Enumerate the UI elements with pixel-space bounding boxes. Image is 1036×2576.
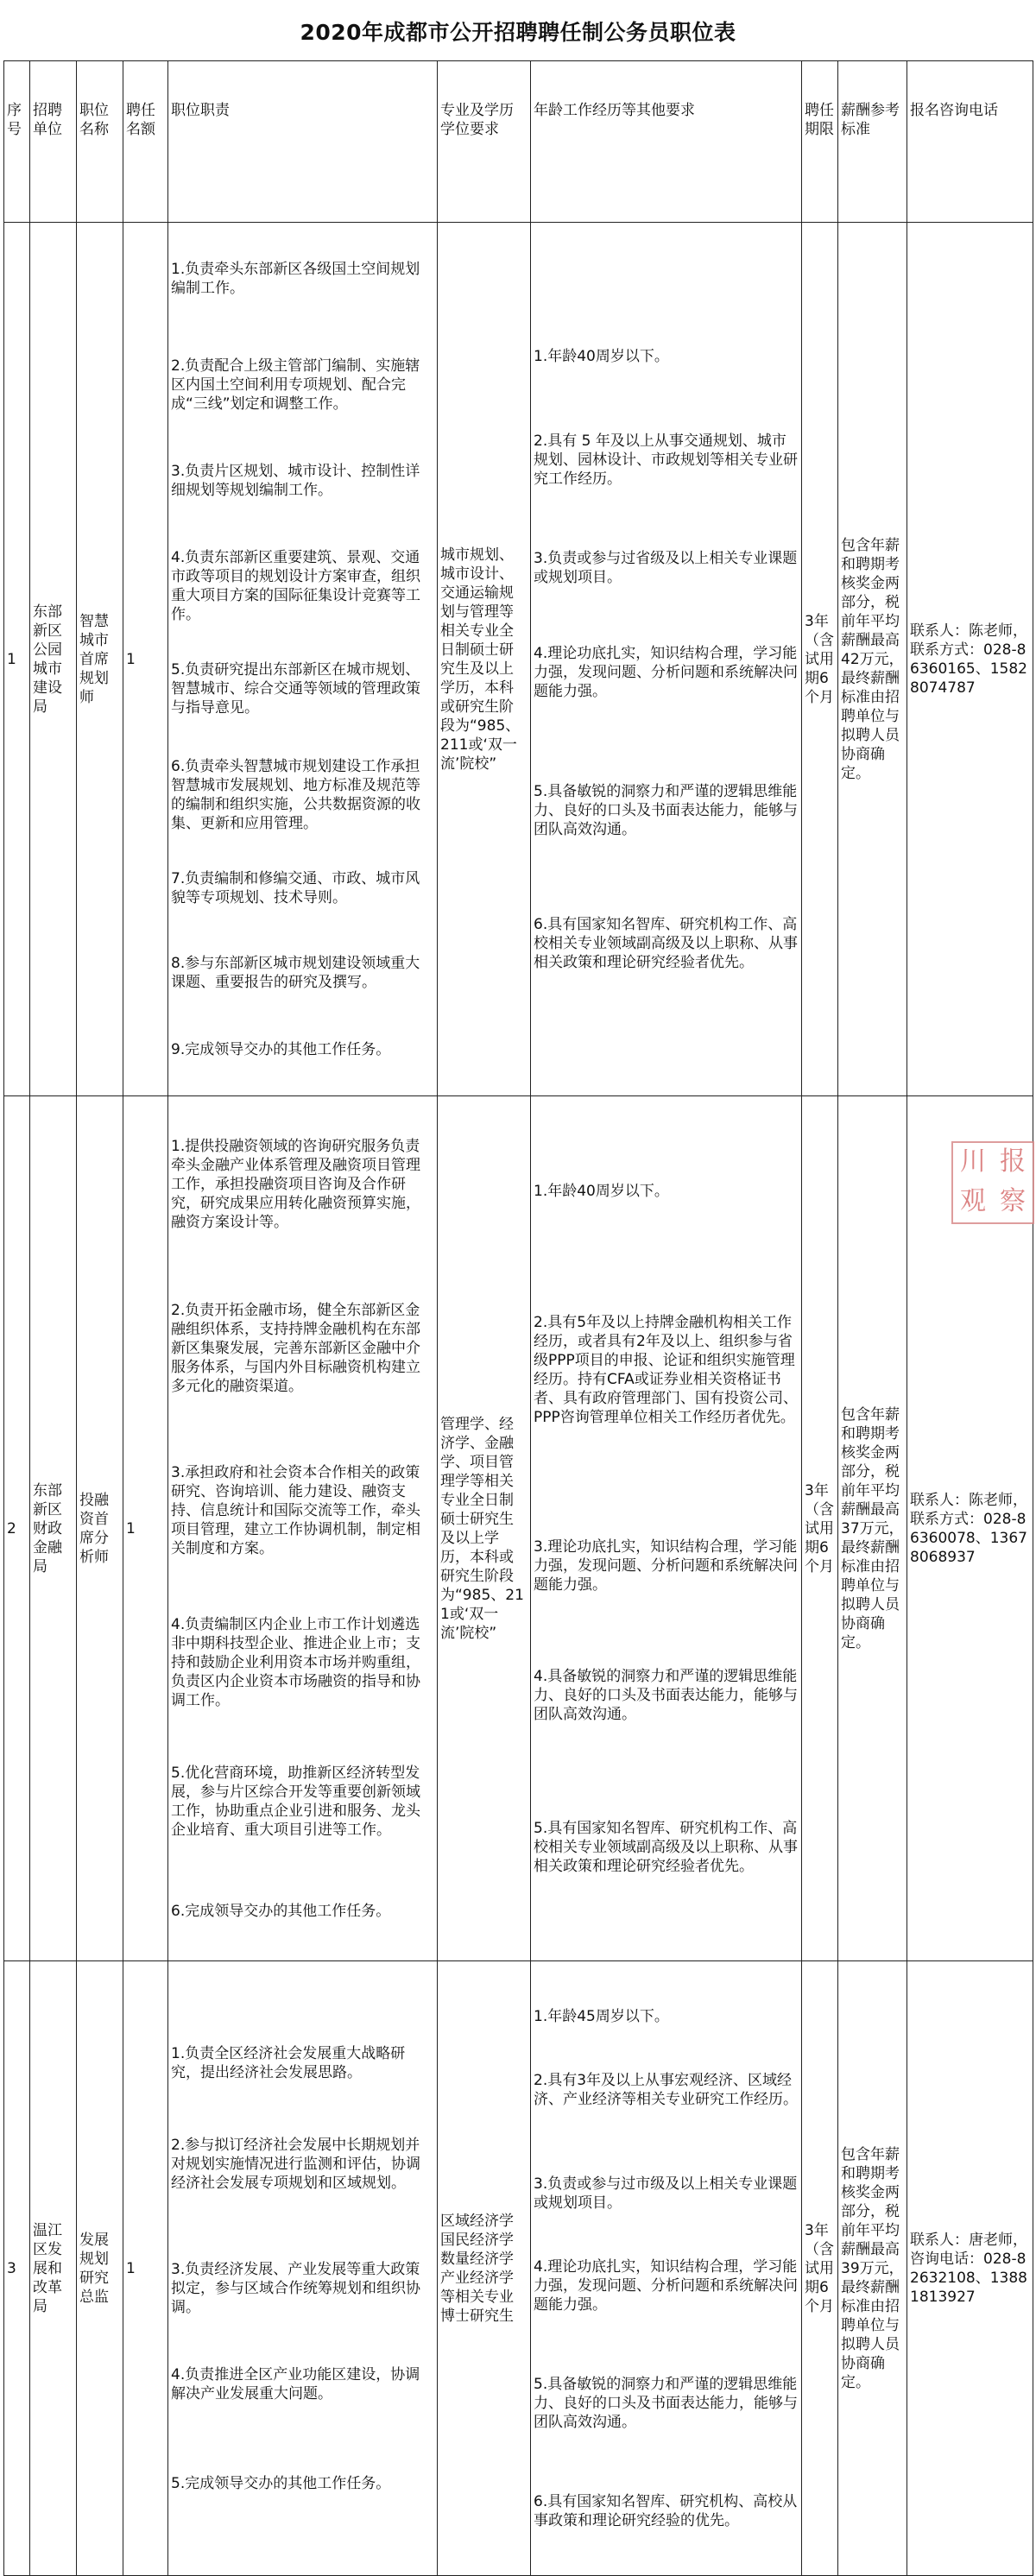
duty-item: 6.完成领导交办的其他工作任务。: [171, 1902, 391, 1920]
header-cell: 序号: [4, 61, 30, 223]
header-cell: 专业及学历学位要求: [438, 61, 531, 223]
stamp-char: 观: [960, 1186, 986, 1216]
duty-item: 9.完成领导交办的其他工作任务。: [171, 1040, 391, 1058]
table-row: [4, 1096, 1033, 1961]
requirement-item: 5.具备敏锐的洞察力和严谨的逻辑思维能力、良好的口头及书面表达能力，能够与团队高效沟通。: [534, 782, 798, 838]
duty-item: 1.提供投融资领域的咨询研究服务负责牵头金融产业体系管理及融资项目管理工作，承担投融资项目咨询及合作研究，研究成果应用转化融资预算实施，融资方案设计等。: [171, 1137, 420, 1231]
stamp-char: 报: [1000, 1146, 1026, 1177]
duty-item: 5.完成领导交办的其他工作任务。: [171, 2474, 391, 2492]
duties-cell: [168, 1961, 438, 2576]
header-cell: 年龄工作经历等其他要求: [531, 61, 802, 223]
watermark-stamp: [951, 1141, 1034, 1224]
recruiting-unit: 东部新区财政金融局: [30, 1096, 77, 1961]
stamp-char: 川: [960, 1146, 986, 1177]
position-name: 发展规划研究总监: [77, 1961, 123, 2576]
requirement-item: 6.具有国家知名智库、研究机构、高校从事政策和理论研究经验的优先。: [534, 2492, 798, 2529]
duty-item: 5.优化营商环境，助推新区经济转型发展，参与片区综合开发等重要创新领域工作，协助重点企业引进和服务、龙头企业培育、重大项目引进等工作。: [171, 1764, 420, 1839]
row-number: 1: [4, 223, 30, 1096]
header-cell: 职位名称: [77, 61, 123, 223]
contact: 联系人：唐老师，咨询电话：028-82632108、13881813927: [907, 1961, 1033, 2576]
duty-item: 6.负责牵头智慧城市规划建设工作承担智慧城市发展规划、地方标准及规范等的编制和组织实施，公共数据资源的收集、更新和应用管理。: [171, 757, 420, 832]
duty-item: 4.负责推进全区产业功能区建设，协调解决产业发展重大问题。: [171, 2365, 420, 2402]
quota: 1: [123, 1096, 168, 1961]
duty-item: 1.负责全区经济社会发展重大战略研究，提出经济社会发展思路。: [171, 2044, 406, 2081]
quota: 1: [123, 1961, 168, 2576]
requirement-item: 2.具有 5 年及以上从事交通规划、城市规划、园林设计、市政规划等相关专业研究工作经历。: [534, 432, 798, 488]
requirements-cell: [531, 1961, 802, 2576]
contact: 联系人：陈老师，联系方式：028-86360078、13678068937: [907, 1096, 1033, 1961]
header-cell: 招聘单位: [30, 61, 77, 223]
header-cell: 聘任期限: [802, 61, 838, 223]
duty-item: 7.负责编制和修编交通、市政、城市风貌等专项规划、技术导则。: [171, 869, 420, 906]
position-name: 投融资首席分析师: [77, 1096, 123, 1961]
duty-item: 1.负责牵头东部新区各级国土空间规划编制工作。: [171, 260, 420, 297]
duties-cell: [168, 1096, 438, 1961]
contact: 联系人：陈老师，联系方式：028-86360165、15828074787: [907, 223, 1033, 1096]
header-cell: 报名咨询电话: [907, 61, 1033, 223]
salary: 包含年薪和聘期考核奖金两部分，税前年平均薪酬最高39万元，最终薪酬标准由招聘单位与拟聘人员协商确定。: [838, 1961, 907, 2576]
term: 3年（含试用期6个月: [802, 1096, 838, 1961]
duty-item: 4.负责编制区内企业上市工作计划遴选非中期科技型企业、推进企业上市；支持和鼓励企业利用资本市场并购重组，负责区内企业资本市场融资的指导和协调工作。: [171, 1615, 420, 1709]
row-number: 3: [4, 1961, 30, 2576]
requirement-item: 5.具备敏锐的洞察力和严谨的逻辑思维能力、良好的口头及书面表达能力，能够与团队高效沟通。: [534, 2375, 798, 2431]
requirement-item: 2.具有3年及以上从事宏观经济、区域经济、产业经济等相关专业研究工作经历。: [534, 2071, 798, 2108]
salary: 包含年薪和聘期考核奖金两部分，税前年平均薪酬最高42万元，最终薪酬标准由招聘单位与拟聘人员协商确定。: [838, 223, 907, 1096]
duty-item: 2.负责配合上级主管部门编制、实施辖区内国土空间利用专项规划、配合完成“三线”划定和调整工作。: [171, 357, 420, 413]
duty-item: 8.参与东部新区城市规划建设领域重大课题、重要报告的研究及撰写。: [171, 954, 420, 991]
duty-item: 3.负责经济发展、产业发展等重大政策拟定，参与区域合作统筹规划和组织协调。: [171, 2260, 420, 2316]
requirement-item: 1.年龄40周岁以下。: [534, 347, 669, 365]
table-row: [4, 223, 1033, 1096]
requirements-cell: [531, 1096, 802, 1961]
major-requirement: 城市规划、城市设计、交通运输规划与管理等相关专业全日制硕士研究生及以上学历，本科或研究生阶段为“985、211或‘双一流’院校”: [438, 223, 531, 1096]
requirement-item: 4.具备敏锐的洞察力和严谨的逻辑思维能力、良好的口头及书面表达能力，能够与团队高效沟通。: [534, 1667, 798, 1723]
duty-item: 2.负责开拓金融市场，健全东部新区金融组织体系，支持持牌金融机构在东部新区集聚发展，完善东部新区金融中介服务体系，与国内外目标融资机构建立多元化的融资渠道。: [171, 1301, 420, 1395]
major-requirement: 区域经济学国民经济学数量经济学产业经济学等相关专业博士研究生: [438, 1961, 531, 2576]
header-cell: 职位职责: [168, 61, 438, 223]
requirement-item: 3.负责或参与过市级及以上相关专业课题或规划项目。: [534, 2175, 798, 2212]
term: 3年（含试用期6个月: [802, 223, 838, 1096]
requirement-item: 4.理论功底扎实，知识结构合理，学习能力强，发现问题、分析问题和系统解决问题能力强。: [534, 2257, 798, 2314]
header-cell: 聘任名额: [123, 61, 168, 223]
duties-cell: [168, 223, 438, 1096]
requirement-item: 5.具有国家知名智库、研究机构工作、高校相关专业领域副高级及以上职称、从事相关政策和理论研究经验者优先。: [534, 1819, 798, 1875]
major-requirement: 管理学、经济学、金融学、项目管理学等相关专业全日制硕士研究生及以上学历，本科或研究生阶段为“985、211或‘双一流’院校”: [438, 1096, 531, 1961]
requirement-item: 1.年龄45周岁以下。: [534, 2007, 669, 2025]
duty-item: 3.承担政府和社会资本合作相关的政策研究、咨询培训、能力建设、融资支持、信息统计和国际交流等工作，牵头项目管理，建立工作协调机制，制定相关制度和方案。: [171, 1463, 420, 1557]
requirement-item: 2.具有5年及以上持牌金融机构相关工作经历，或者具有2年及以上、组织参与省级PPP项目的申报、论证和组织实施管理经历。持有CFA或证券业相关资格证书者、具有政府管理部门、国有投资公司、PPP咨询管理单位相关工作经历者优先。: [534, 1313, 798, 1426]
recruiting-unit: 温江区发展和改革局: [30, 1961, 77, 2576]
recruiting-unit: 东部新区公园城市建设局: [30, 223, 77, 1096]
requirement-item: 6.具有国家知名智库、研究机构工作、高校相关专业领域副高级及以上职称、从事相关政策和理论研究经验者优先。: [534, 915, 798, 971]
position-name: 智慧城市首席规划师: [77, 223, 123, 1096]
table-row: [4, 1961, 1033, 2576]
stamp-char: 察: [1000, 1186, 1026, 1216]
header-cell: 薪酬参考标准: [838, 61, 907, 223]
quota: 1: [123, 223, 168, 1096]
requirement-item: 4.理论功底扎实，知识结构合理，学习能力强，发现问题、分析问题和系统解决问题能力强。: [534, 644, 798, 700]
duty-item: 2.参与拟订经济社会发展中长期规划并对规划实施情况进行监测和评估，协调经济社会发展专项规划和区域规划。: [171, 2136, 420, 2192]
table-header-row: [4, 61, 1033, 223]
salary: 包含年薪和聘期考核奖金两部分，税前年平均薪酬最高37万元，最终薪酬标准由招聘单位与拟聘人员协商确定。: [838, 1096, 907, 1961]
requirement-item: 3.负责或参与过省级及以上相关专业课题或规划项目。: [534, 549, 798, 586]
term: 3年（含试用期6个月: [802, 1961, 838, 2576]
requirement-item: 3.理论功底扎实，知识结构合理，学习能力强，发现问题、分析问题和系统解决问题能力强。: [534, 1537, 798, 1594]
job-table: [3, 60, 1033, 2576]
row-number: 2: [4, 1096, 30, 1961]
requirements-cell: [531, 223, 802, 1096]
page-title: 2020年成都市公开招聘聘任制公务员职位表: [300, 20, 736, 45]
requirement-item: 1.年龄40周岁以下。: [534, 1182, 669, 1200]
duty-item: 5.负责研究提出东部新区在城市规划、智慧城市、综合交通等领域的管理政策与指导意见。: [171, 660, 420, 717]
duty-item: 3.负责片区规划、城市设计、控制性详细规划等规划编制工作。: [171, 462, 420, 499]
duty-item: 4.负责东部新区重要建筑、景观、交通市政等项目的规划设计方案审查，组织重大项目方案的国际征集设计竞赛等工作。: [171, 548, 420, 623]
